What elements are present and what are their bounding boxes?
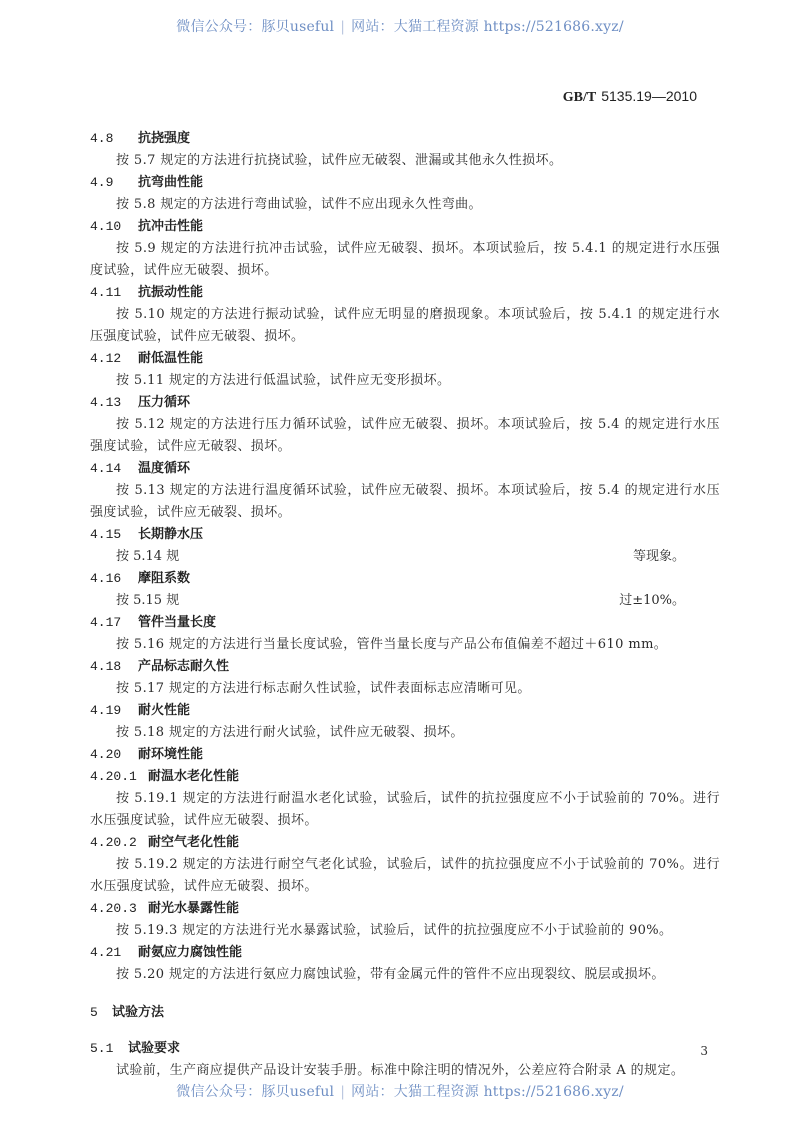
section-paragraph: 按 5.19.2 规定的方法进行耐空气老化试验，试验后，试件的抗拉强度应不小于试验前的 70%。进行水压强度试验，试件应无破裂、损坏。 xyxy=(90,857,720,894)
standard-prefix: GB/T xyxy=(562,90,597,105)
section-heading: 4.13 压力循环 xyxy=(90,395,191,410)
section-heading: 4.16 摩阻系数 xyxy=(90,571,191,586)
section-heading: 4.12 耐低温性能 xyxy=(90,351,204,366)
section-paragraph: 按 5.17 规定的方法进行标志耐久性试验，试件表面标志应清晰可见。 xyxy=(116,681,531,696)
section-paragraph: 按 5.13 规定的方法进行温度循环试验，试件应无破裂、损坏。本项试验后，按 5.4 的规定进行水压强度试验，试件应无破裂、损坏。 xyxy=(90,483,720,520)
subsection-heading: 4.20.2 耐空气老化性能 xyxy=(90,835,240,850)
section-paragraph: 按 5.8 规定的方法进行弯曲试验，试件不应出现永久性弯曲。 xyxy=(116,197,482,212)
section-heading: 4.18 产品标志耐久性 xyxy=(90,659,230,674)
section-heading: 4.10 抗冲击性能 xyxy=(90,219,204,234)
section-heading: 4.8 抗挠强度 xyxy=(90,131,191,146)
obscured-paragraph: 按 5.14 规 等现象。 xyxy=(116,549,685,564)
section-heading: 4.21 耐氨应力腐蚀性能 xyxy=(90,945,243,960)
section-paragraph: 按 5.12 规定的方法进行压力循环试验，试件应无破裂、损坏。本项试验后，按 5.4 的规定进行水压强度试验，试件应无破裂、损坏。 xyxy=(90,417,720,454)
section-heading: 4.19 耐火性能 xyxy=(90,703,191,718)
section-paragraph: 按 5.10 规定的方法进行振动试验，试件应无明显的磨损现象。本项试验后，按 5.4.1 的规定进行水压强度试验，试件应无破裂、损坏。 xyxy=(90,307,720,344)
page-number: 3 xyxy=(700,1044,708,1058)
subsection-heading: 4.20.3 耐光水暴露性能 xyxy=(90,901,240,916)
section-paragraph: 试验前，生产商应提供产品设计安装手册。标准中除注明的情况外，公差应符合附录 A 的规定。 xyxy=(116,1063,685,1078)
section-paragraph: 按 5.19.1 规定的方法进行耐温水老化试验，试验后，试件的抗拉强度应不小于试验前的 70%。进行水压强度试验，试件应无破裂、损坏。 xyxy=(90,791,720,828)
standard-code xyxy=(563,88,697,106)
watermark-separator: | xyxy=(340,1084,346,1100)
section-paragraph: 按 5.7 规定的方法进行抗挠试验，试件应无破裂、泄漏或其他永久性损坏。 xyxy=(116,153,563,168)
section-heading: 5.1 试验要求 xyxy=(90,1041,181,1056)
watermark-website: 网站：大猫工程资源 https://521686.xyz/ xyxy=(351,19,624,35)
section-paragraph: 按 5.20 规定的方法进行氨应力腐蚀试验，带有金属元件的管件不应出现裂纹、脱层或损坏。 xyxy=(116,967,665,982)
section-heading: 4.9 抗弯曲性能 xyxy=(90,175,204,190)
watermark-wechat: 微信公众号：豚贝useful xyxy=(176,19,335,35)
standard-number: 5135.19—2010 xyxy=(601,88,697,104)
watermark-bottom xyxy=(0,1081,800,1101)
section-paragraph: 按 5.16 规定的方法进行当量长度试验，管件当量长度与产品公布值偏差不超过＋610 mm。 xyxy=(116,637,668,652)
document-body xyxy=(90,128,720,1082)
section-heading: 4.15 长期静水压 xyxy=(90,527,204,542)
subsection-heading: 4.20.1 耐温水老化性能 xyxy=(90,769,240,784)
section-paragraph: 按 5.9 规定的方法进行抗冲击试验，试件应无破裂、损坏。本项试验后，按 5.4.1 的规定进行水压强度试验，试件应无破裂、损坏。 xyxy=(90,241,720,278)
watermark-website: 网站：大猫工程资源 https://521686.xyz/ xyxy=(351,1084,624,1100)
section-heading: 4.17 管件当量长度 xyxy=(90,615,217,630)
watermark-wechat: 微信公众号：豚贝useful xyxy=(176,1084,335,1100)
section-heading: 4.11 抗振动性能 xyxy=(90,285,204,300)
section-paragraph: 按 5.19.3 规定的方法进行光水暴露试验，试验后，试件的抗拉强度应不小于试验前的 90%。 xyxy=(116,923,673,938)
watermark-separator: | xyxy=(340,19,346,35)
watermark-top xyxy=(0,16,800,36)
section-heading: 4.14 温度循环 xyxy=(90,461,191,476)
section-heading: 4.20 耐环境性能 xyxy=(90,747,204,762)
chapter-heading: 5 试验方法 xyxy=(90,1005,165,1020)
section-paragraph: 按 5.11 规定的方法进行低温试验，试件应无变形损坏。 xyxy=(116,373,451,388)
obscured-paragraph: 按 5.15 规 过±10%。 xyxy=(116,593,685,608)
section-paragraph: 按 5.18 规定的方法进行耐火试验，试件应无破裂、损坏。 xyxy=(116,725,464,740)
